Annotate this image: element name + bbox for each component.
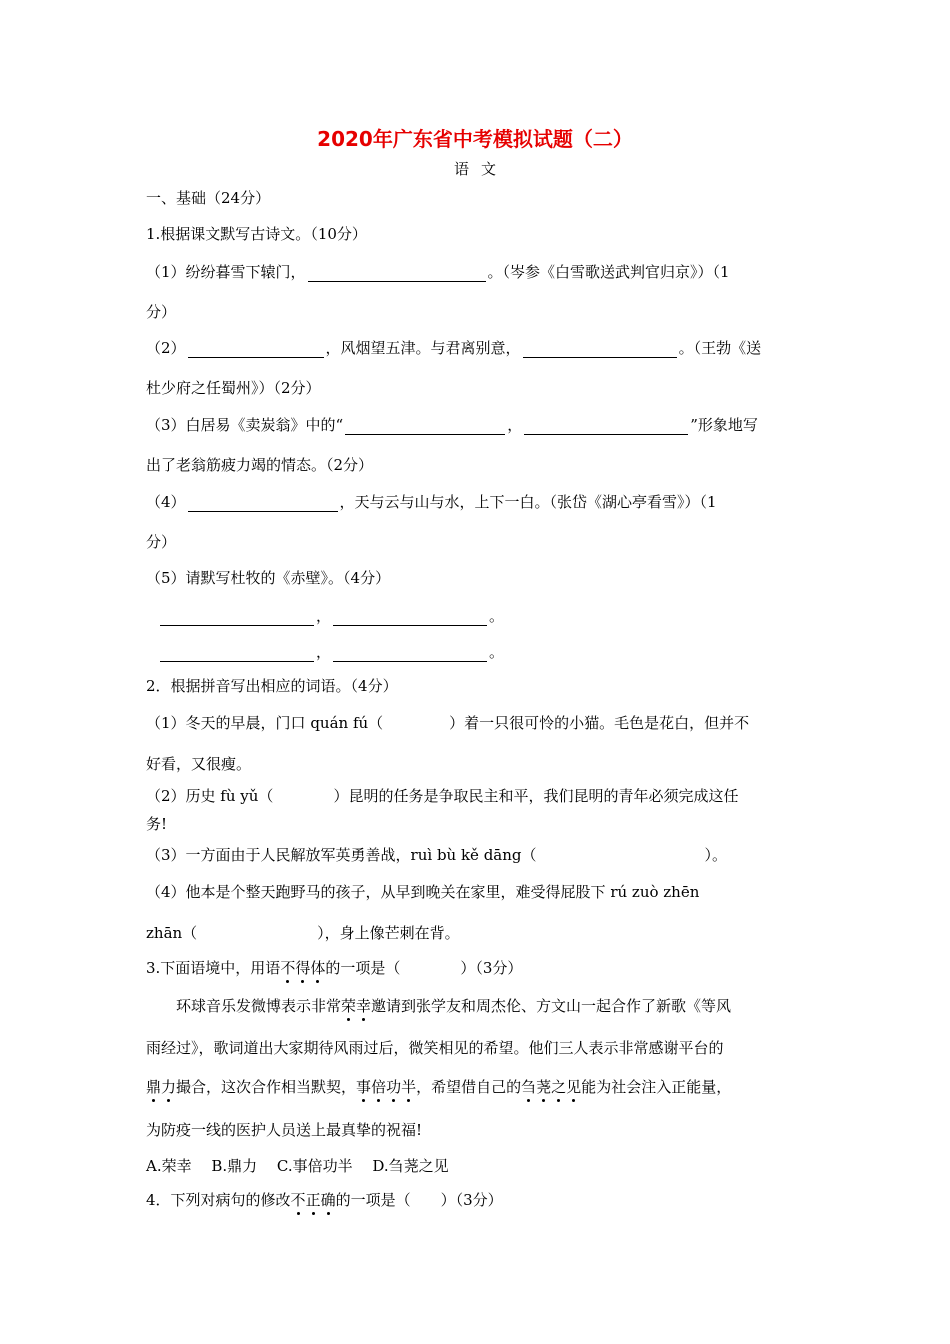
emphasis-char: 幸	[356, 997, 372, 1015]
q1-item4-num: （4）	[146, 493, 186, 511]
emphasis-char: 见	[566, 1078, 582, 1096]
q2-stem: 2．根据拼音写出相应的词语。（4分）	[146, 677, 398, 695]
answer-blank[interactable]	[333, 609, 487, 626]
q2-item1-line2: 好看，又很瘦。	[146, 755, 252, 773]
emphasis-char: 正	[305, 1191, 321, 1209]
q2-item1-tail: ）着一只很可怜的小猫。毛色是花白，但并不	[449, 714, 750, 732]
emphasis-char: 半	[401, 1078, 417, 1096]
q1-item3-line1	[146, 415, 806, 435]
period: 。	[489, 643, 505, 661]
emph-rongxing	[341, 997, 371, 1015]
q1-stem: 1.根据课文默写古诗文。（10分）	[146, 225, 367, 243]
q4-stem	[146, 1190, 503, 1210]
emph-churaozhijian	[521, 1078, 581, 1096]
page-title: 2020年广东省中考模拟试题（二）	[317, 127, 633, 151]
section-heading: 一、基础（24分）	[146, 189, 271, 207]
q3-paragraph-line3	[146, 1077, 731, 1097]
emphasis-char: 功	[386, 1078, 402, 1096]
q3-stem-text: 3.下面语境中，用语	[146, 959, 281, 977]
answer-blank[interactable]	[333, 645, 487, 662]
emphasis-char: 倍	[371, 1078, 387, 1096]
q3-paragraph-line1	[176, 996, 806, 1016]
q2-item1-text: （1）冬天的早晨，门口 quán fú（	[146, 714, 384, 732]
q2-item4-tail: ），身上像芒刺在背。	[317, 924, 460, 942]
period: 。	[489, 607, 505, 625]
q1-item1-line1	[146, 262, 806, 282]
answer-blank[interactable]	[188, 341, 324, 358]
q2-item4-line2	[146, 923, 460, 943]
q3-paragraph-line2: 雨经过》，歌词道出大家期待风雨过后，微笑相见的希望。他们三人表示非常感谢平台的	[146, 1039, 724, 1057]
q3-stem-score: ）（3分）	[460, 959, 523, 977]
text: 环球音乐发微博表示非常	[176, 997, 342, 1015]
q4-stem-score: ）（3分）	[440, 1191, 503, 1209]
q3-options: A.荣幸 B.鼎力 C.事倍功半 D.刍荛之见	[146, 1157, 449, 1175]
q1-item3-comma: ，	[507, 416, 523, 434]
q1-item1-line2: 分）	[146, 303, 177, 321]
q3-stem-paren: 的一项是（	[325, 959, 401, 977]
q2-item1-line1	[146, 713, 806, 733]
emphasis-char: 体	[310, 959, 326, 977]
q2-item3-text: （3）一方面由于人民解放军英勇善战，ruì bù kě dāng（	[146, 846, 537, 864]
q1-item5: （5）请默写杜牧的《赤壁》。（4分）	[146, 569, 391, 587]
emphasis-char: 之	[551, 1078, 567, 1096]
q3-paragraph-line4: 为防疫一线的医护人员送上最真挚的祝福!	[146, 1121, 423, 1139]
emphasis-char: 确	[320, 1191, 336, 1209]
q3-stem-emphasis	[280, 959, 325, 977]
comma: ，	[316, 643, 332, 661]
q4-stem-emphasis	[291, 1191, 336, 1209]
subject-subtitle: 语文	[453, 160, 508, 178]
comma: ，	[316, 607, 332, 625]
emphasis-char: 事	[356, 1078, 372, 1096]
emph-shibeigongban	[356, 1078, 416, 1096]
q2-item2-tail: ）昆明的任务是争取民主和平，我们昆明的青年必须完成这任	[333, 787, 739, 805]
emphasis-char: 鼎	[146, 1078, 162, 1096]
q4-stem-text: 4．下列对病句的修改	[146, 1191, 291, 1209]
q2-item3	[146, 845, 727, 865]
answer-blank[interactable]	[345, 418, 505, 435]
text: ，希望借自己的	[416, 1078, 522, 1096]
q1-item1-text: （1）纷纷暮雪下辕门，	[146, 263, 306, 281]
q1-item3-text: （3）白居易《卖炭翁》中的“	[146, 416, 344, 434]
answer-blank[interactable]	[523, 341, 677, 358]
q1-item2-num: （2）	[146, 339, 186, 357]
q2-item2-line1	[146, 786, 806, 806]
q1-item4-line1	[146, 492, 806, 512]
emphasis-char: 荛	[536, 1078, 552, 1096]
q2-item2-text: （2）历史 fù yǔ（	[146, 787, 274, 805]
q2-item2-line2: 务!	[146, 815, 168, 833]
q1-item2-line2: 杜少府之任蜀州》）（2分）	[146, 379, 321, 397]
emphasis-char: 不	[280, 959, 296, 977]
q2-item4-text: （4）他本是个整天跑野马的孩子，从早到晚关在家里，难受得屁股下 rú zuò zhēn	[146, 883, 700, 901]
emphasis-char: 荣	[341, 997, 357, 1015]
text: 撮合，这次合作相当默契，	[176, 1078, 357, 1096]
answer-blank[interactable]	[308, 265, 486, 282]
emphasis-char: 刍	[521, 1078, 537, 1096]
q1-item1-source: 。（岑参《白雪歌送武判官归京》）（1	[487, 263, 730, 281]
answer-blank[interactable]	[160, 645, 314, 662]
emphasis-char: 得	[295, 959, 311, 977]
q2-item3-tail: ）。	[704, 846, 728, 864]
answer-blank[interactable]	[524, 418, 688, 435]
q1-item2-text: ，风烟望五津。与君离别意，	[325, 339, 521, 357]
q1-item2-line1	[146, 338, 806, 358]
emphasis-char: 不	[290, 1191, 306, 1209]
q1-item3-line2: 出了老翁筋疲力竭的情态。（2分）	[146, 456, 374, 474]
emph-dingli	[146, 1078, 176, 1096]
q2-item4-line1	[146, 882, 806, 902]
text: 邀请到张学友和周杰伦、方文山一起合作了新歌《等风	[371, 997, 732, 1015]
answer-blank[interactable]	[160, 609, 314, 626]
q1-item2-source: 。（王勃《送	[678, 339, 762, 357]
emphasis-char: 力	[161, 1078, 177, 1096]
answer-blank[interactable]	[188, 495, 338, 512]
q1-item5-blanks-row1	[160, 606, 504, 626]
q1-item5-blanks-row2	[160, 642, 504, 662]
q1-item3-tail: ”形象地写	[690, 416, 758, 434]
q1-item4-text: ，天与云与山与水，上下一白。（张岱《湖心亭看雪》）（1	[339, 493, 717, 511]
q2-item4-pinyin: zhān（	[146, 924, 198, 942]
q4-stem-paren: 的一项是（	[335, 1191, 411, 1209]
q1-item4-line2: 分）	[146, 533, 177, 551]
q3-stem	[146, 958, 522, 978]
text: 能为社会注入正能量，	[581, 1078, 732, 1096]
